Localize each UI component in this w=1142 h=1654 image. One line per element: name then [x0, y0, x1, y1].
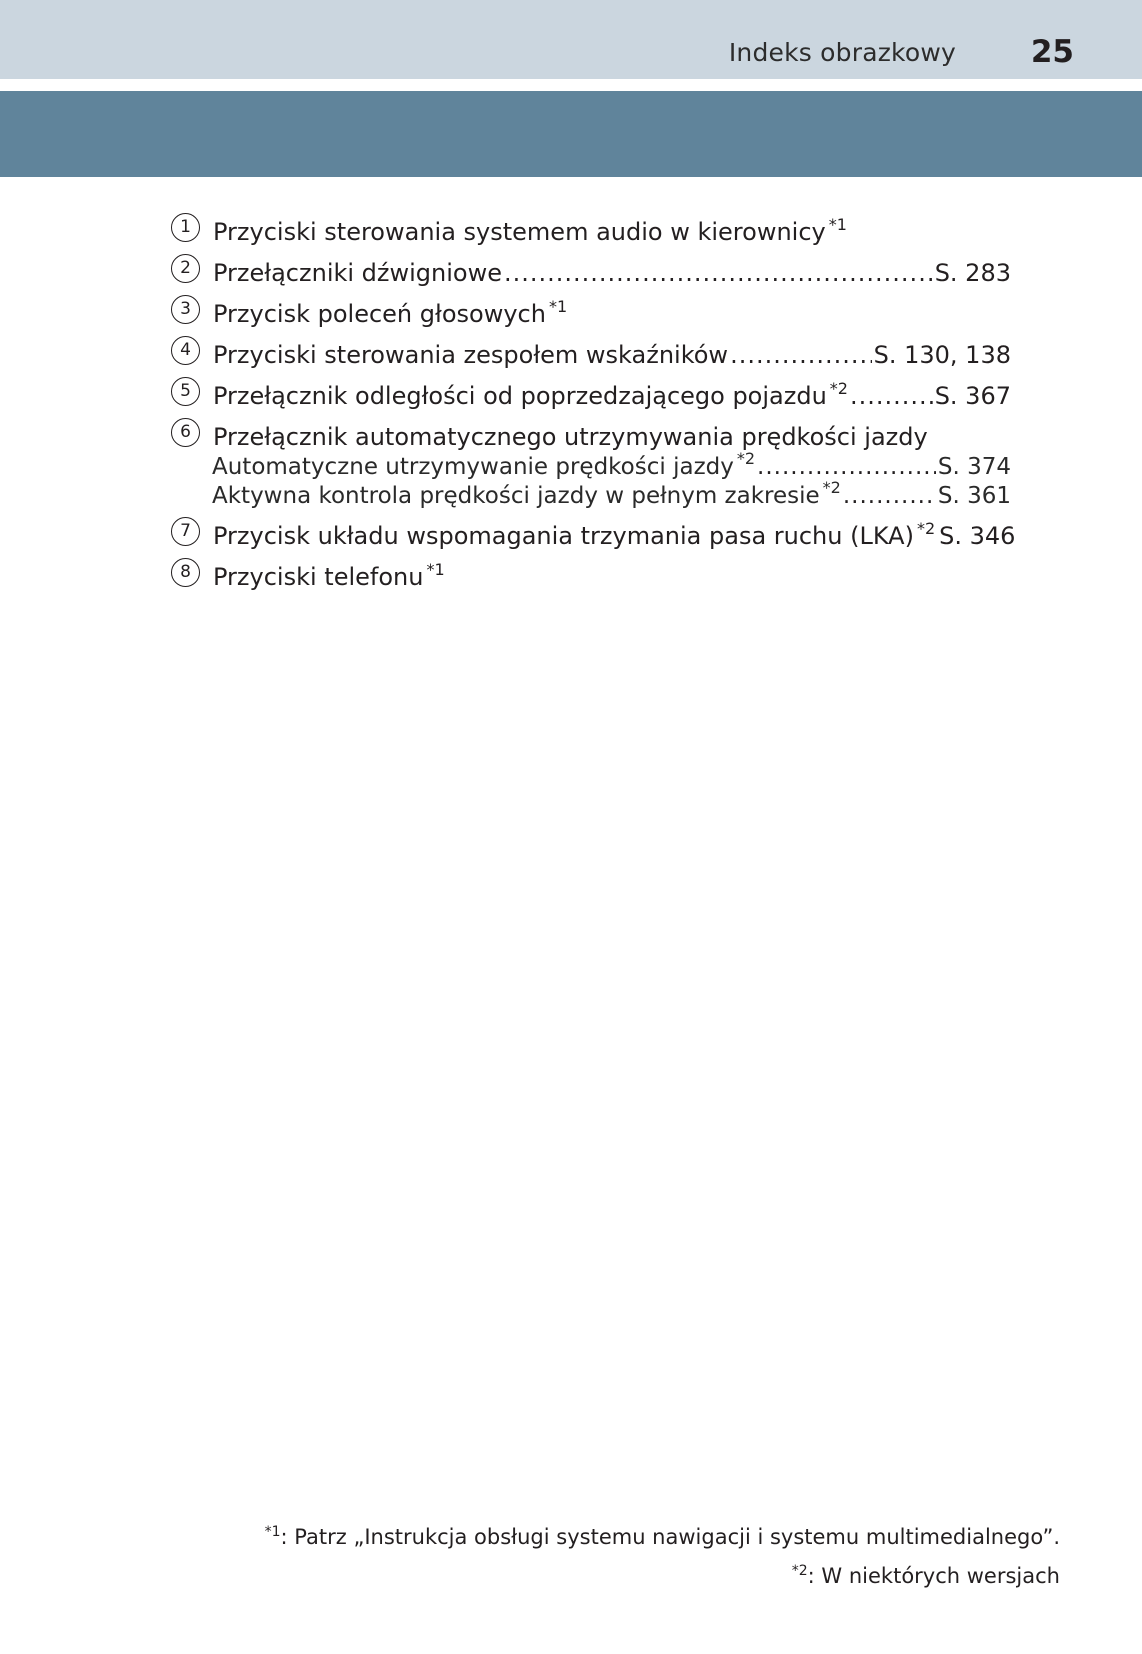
sub-item-label: Automatyczne utrzymywanie prędkości jazdy $^{*2}$ [212, 449, 756, 480]
index-item-3 [171, 287, 1011, 328]
index-item-4 [171, 328, 1011, 369]
footnote-mark: *2 [916, 519, 936, 538]
footnote-mark: *2 [736, 449, 756, 468]
header-band [0, 0, 1142, 79]
item-label: Przełączniki dźwigniowe [213, 259, 502, 287]
item-label: Przełącznik odległości od poprzedzającego pojazdu $^{*2}$ [213, 379, 848, 410]
picture-index-list [171, 205, 1016, 591]
item-number: 7 [171, 517, 200, 546]
footnote-1: $^{*1}$: Patrz „Instrukcja obsługi systemu nawigacji i systemu multimedialnego”. [264, 1524, 1060, 1549]
item-label: Przyciski sterowania systemem audio w kierownicy $^{*1}$ [213, 215, 847, 246]
footnote-mark: *1 [548, 297, 568, 316]
item-number: 2 [171, 254, 200, 283]
item-label: Przycisk poleceń głosowych $^{*1}$ [213, 297, 568, 328]
item-label: Przyciski telefonu $^{*1}$ [213, 560, 445, 591]
title-bar [0, 91, 1142, 177]
footnote-mark: *1 [828, 215, 847, 234]
page-reference: S. 367 [934, 382, 1011, 410]
item-number: 3 [171, 295, 200, 324]
index-item-5 [171, 369, 1011, 410]
item-label: Przycisk układu wspomagania trzymania pasa ruchu (LKA) $^{*2}$ [213, 519, 936, 550]
footnote-mark: *1 [426, 560, 445, 579]
item-label: Przełącznik automatycznego utrzymywania prędkości jazdy [213, 423, 928, 451]
dot-leader [843, 483, 936, 509]
index-item-7 [171, 509, 1016, 550]
item-number: 8 [171, 558, 200, 587]
footnote-mark: *2 [822, 478, 841, 497]
footnotes [265, 1515, 1060, 1593]
page-reference: S. 130, 138 [873, 341, 1011, 369]
index-item-6 [171, 410, 1011, 509]
section-title: Indeks obrazkowy [728, 38, 956, 67]
page-reference: S. 361 [937, 483, 1011, 509]
index-item-8 [171, 550, 1011, 591]
page-number: 25 [1030, 34, 1074, 70]
sub-item [171, 451, 1011, 480]
item-number: 1 [171, 213, 200, 242]
page-reference: S. 283 [934, 259, 1011, 287]
footnote-mark: *2 [829, 379, 848, 398]
sub-item-label: Aktywna kontrola prędkości jazdy w pełnym zakresie $^{*2}$ [212, 478, 841, 509]
item-number: 6 [171, 418, 200, 447]
item-label: Przyciski sterowania zespołem wskaźników [213, 341, 729, 369]
dot-leader [757, 454, 936, 480]
index-item-2 [171, 246, 1011, 287]
footnote-2: $^{*2}$: W niektórych wersjach [791, 1563, 1060, 1588]
dot-leader [730, 341, 872, 369]
item-number: 5 [171, 377, 200, 406]
dot-leader [504, 259, 933, 287]
dot-leader [850, 382, 933, 410]
sub-item [171, 480, 1011, 509]
page-reference: S. 346 [939, 522, 1016, 550]
page-reference: S. 374 [937, 454, 1011, 480]
item-number: 4 [171, 336, 200, 365]
index-item-1 [171, 205, 1011, 246]
